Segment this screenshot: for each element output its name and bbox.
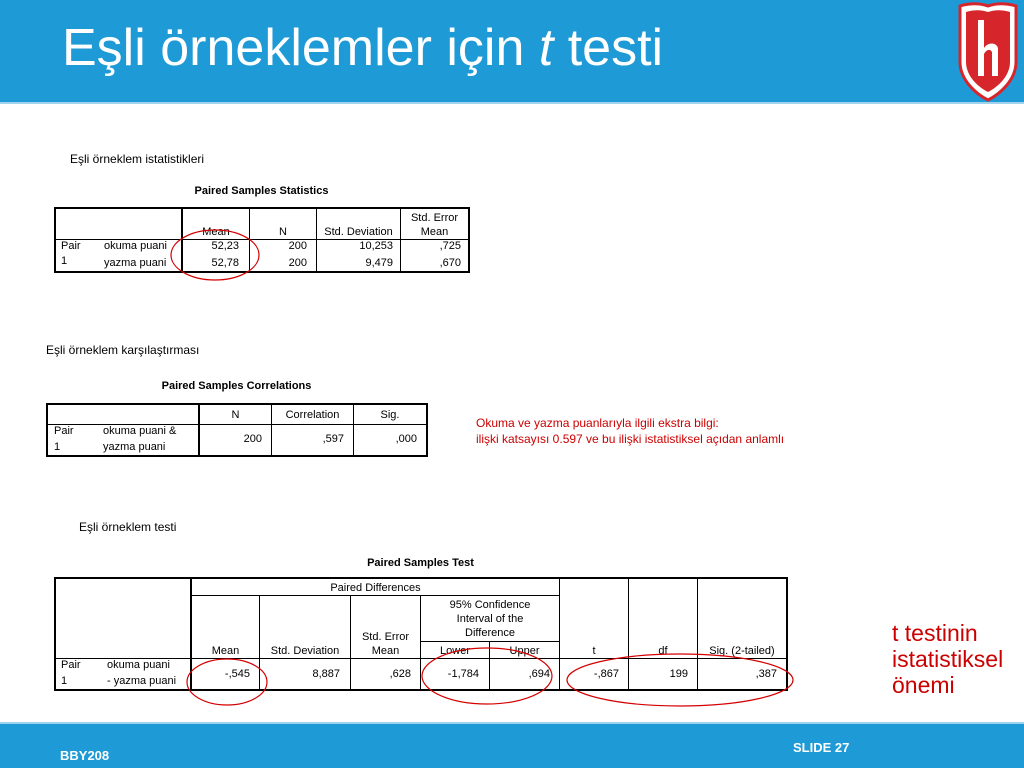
slide-title-pre: Eşli örneklemler için	[62, 19, 539, 77]
course-code: BBY208	[60, 748, 110, 763]
corr-header-sig: Sig.	[380, 409, 400, 421]
test-header-t: t	[592, 645, 596, 657]
stats-cell-n: 200	[288, 240, 307, 252]
slide-title-post: testi	[553, 19, 664, 77]
test-row-label: - yazma puani	[107, 675, 177, 687]
test-cell-lower: -1,784	[447, 668, 479, 680]
stats-header-sd: Std. Deviation	[324, 226, 393, 238]
corr-cell-sig: ,000	[395, 433, 417, 445]
stats-pair-num: 1	[61, 255, 68, 267]
slide-title	[62, 18, 663, 78]
test-header-ci-2: Interval of the	[456, 613, 524, 625]
corr-pair-label: Pair	[54, 425, 74, 437]
corr-header-correlation: Correlation	[285, 409, 340, 421]
side-note-line: t testinin	[892, 620, 978, 646]
stats-caption: Eşli örneklem istatistikleri	[70, 152, 205, 166]
test-cell-df: 199	[669, 668, 688, 680]
side-note	[892, 620, 1003, 698]
test-cell-sd: 8,887	[312, 668, 340, 680]
test-header-ci-3: Difference	[465, 627, 515, 639]
stats-header-mean: Mean	[202, 226, 230, 238]
stats-header-n: N	[279, 226, 287, 238]
test-header-paired-differences: Paired Differences	[330, 582, 421, 594]
test-table-title: Paired Samples Test	[367, 557, 474, 569]
test-pair-label: Pair	[61, 659, 81, 671]
test-caption: Eşli örneklem testi	[79, 520, 177, 534]
stats-cell-sd: 10,253	[359, 240, 393, 252]
test-cell-sig: ,387	[755, 668, 777, 680]
side-note-line: istatistiksel	[892, 646, 1004, 672]
footer-bar	[0, 724, 1024, 768]
test-cell-t: -,867	[593, 668, 619, 680]
stats-cell-sd: 9,479	[365, 257, 393, 269]
test-header-sig: Sig. (2-tailed)	[709, 645, 775, 657]
annotation-line-2: ilişki katsayısı 0.597 ve bu ilişki istatistiksel açıdan anlamlı	[476, 432, 785, 446]
test-row-label: okuma puani	[107, 659, 170, 671]
stats-table-title: Paired Samples Statistics	[194, 185, 329, 197]
corr-row-label: yazma puani	[103, 441, 166, 453]
stats-header-se-1: Std. Error	[410, 212, 459, 224]
test-cell-mean: -,545	[224, 668, 250, 680]
test-pair-num: 1	[61, 675, 68, 687]
stats-row-label: okuma puani	[104, 240, 167, 252]
corr-header-n: N	[231, 409, 240, 421]
test-cell-upper: ,694	[528, 668, 550, 680]
title-bar-divider	[0, 102, 1024, 104]
side-note-line: önemi	[892, 672, 955, 698]
annotation-line-1: Okuma ve yazma puanlarıyla ilgili ekstra bilgi:	[476, 416, 719, 430]
corr-caption: Eşli örneklem karşılaştırması	[46, 343, 200, 357]
test-header-sd: Std. Deviation	[270, 645, 340, 657]
stats-cell-mean: 52,78	[211, 257, 239, 269]
corr-table-title: Paired Samples Correlations	[161, 380, 312, 392]
stats-header-se-2: Mean	[420, 226, 449, 238]
test-header-upper: Upper	[509, 645, 540, 657]
highlight-ellipse-mean-diff	[187, 659, 267, 705]
slide-title-italic: t	[538, 19, 554, 77]
stats-cell-se: ,670	[439, 257, 461, 269]
stats-cell-se: ,725	[439, 240, 461, 252]
test-header-se-1: Std. Error	[361, 631, 410, 643]
test-header-ci-1: 95% Confidence	[449, 599, 531, 611]
slide-number: SLIDE 27	[793, 740, 850, 755]
corr-pair-num: 1	[54, 441, 61, 453]
stats-cell-mean: 52,23	[211, 240, 239, 252]
test-cell-se: ,628	[389, 668, 411, 680]
stats-row-label: yazma puani	[104, 257, 167, 269]
test-header-se-2: Mean	[371, 645, 400, 657]
test-header-df: df	[658, 645, 668, 657]
test-header-lower: Lower	[440, 645, 470, 657]
university-logo-icon	[952, 0, 1024, 104]
test-header-mean: Mean	[211, 645, 240, 657]
corr-row-label: okuma puani &	[103, 425, 177, 437]
stats-pair-label: Pair	[61, 240, 81, 252]
corr-cell-n: 200	[243, 433, 262, 445]
stats-cell-n: 200	[288, 257, 307, 269]
corr-cell-correlation: ,597	[322, 433, 344, 445]
